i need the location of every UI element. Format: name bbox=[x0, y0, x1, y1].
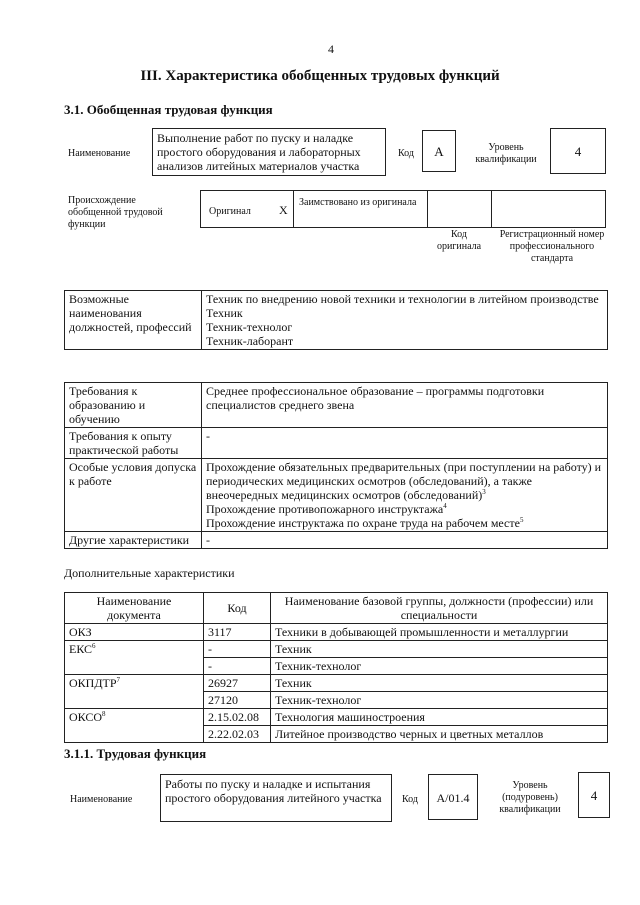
code-orig-caption: Код оригинала bbox=[436, 229, 482, 252]
positions-table bbox=[64, 290, 608, 350]
doc-cell: ОКСО$^8$ bbox=[65, 709, 204, 743]
code-cell: - bbox=[204, 641, 271, 658]
gtf-level-label: Уровень квалификации bbox=[475, 142, 537, 165]
req-value-conditions bbox=[202, 459, 608, 532]
col-header-name: Наименование базовой группы, должности (профессии) или специальности bbox=[271, 593, 608, 624]
doc-cell: ЕКС$^6$ bbox=[65, 641, 204, 675]
tf-code-value: А/01.4 bbox=[428, 774, 478, 820]
req-value-experience: - bbox=[202, 428, 608, 459]
positions-label: Возможные наименования должностей, профессий bbox=[65, 291, 202, 350]
position-item: Техник по внедрению новой техники и технологии в литейном производстве bbox=[206, 292, 599, 306]
positions-list bbox=[202, 291, 608, 350]
original-mark: X bbox=[279, 203, 288, 217]
code-cell: 26927 bbox=[204, 675, 271, 692]
origin-table bbox=[200, 190, 606, 228]
table-row bbox=[65, 624, 608, 641]
original-label: Оригинал bbox=[209, 206, 251, 217]
req-value-other: - bbox=[202, 532, 608, 549]
gtf-name-label: Наименование bbox=[68, 148, 131, 159]
code-cell: 2.15.02.08 bbox=[204, 709, 271, 726]
condition-line: Прохождение обязательных предварительных (при поступлении на работу) и периодических медицинских осмотров (обследований), а также внеочередных медицинских осмотров (обследований) bbox=[206, 460, 602, 502]
doc-cell: ОКПДТР$^7$ bbox=[65, 675, 204, 709]
name-cell: Техники в добывающей промышленности и металлургии bbox=[271, 624, 608, 641]
name-cell: Литейное производство черных и цветных металлов bbox=[271, 726, 608, 743]
code-cell: - bbox=[204, 658, 271, 675]
gtf-code-label: Код bbox=[398, 148, 414, 159]
position-item: Техник bbox=[206, 306, 243, 320]
col-header-code: Код bbox=[204, 593, 271, 624]
gtf-name-value: Выполнение работ по пуску и наладке простого оборудования и лабораторных анализов литейных материалов участка bbox=[152, 128, 386, 176]
borrowed-label: Заимствовано из оригинала bbox=[299, 197, 417, 208]
position-item: Техник-лаборант bbox=[206, 334, 294, 348]
gtf-heading: 3.1. Обобщенная трудовая функция bbox=[64, 102, 273, 117]
gtf-code-value: А bbox=[422, 130, 456, 172]
footnote-ref: 4 bbox=[443, 502, 447, 510]
position-item: Техник-технолог bbox=[206, 320, 293, 334]
name-cell: Техник-технолог bbox=[271, 692, 608, 709]
footnote-ref: 5 bbox=[519, 516, 524, 524]
page-number: 4 bbox=[328, 42, 334, 56]
gtf-origin-label: Происхождение обобщенной трудовой функции bbox=[68, 195, 163, 230]
additional-table bbox=[64, 592, 608, 743]
tf-name-label: Наименование bbox=[70, 794, 133, 805]
req-label-other: Другие характеристики bbox=[65, 532, 202, 549]
condition-line: Прохождение противопожарного инструктажа bbox=[206, 502, 444, 516]
name-cell: Технология машиностроения bbox=[271, 709, 608, 726]
tf-level-value: 4 bbox=[578, 772, 610, 818]
tf-name-value: Работы по пуску и наладке и испытания простого оборудования литейного участка bbox=[160, 774, 392, 822]
code-cell: 2.22.02.03 bbox=[204, 726, 271, 743]
table-row bbox=[65, 709, 608, 726]
gtf-level-value: 4 bbox=[550, 128, 606, 174]
requirements-table bbox=[64, 382, 608, 549]
name-cell: Техник bbox=[271, 641, 608, 658]
col-header-doc: Наименование документа bbox=[65, 593, 204, 624]
doc-cell: ОКЗ bbox=[65, 624, 204, 641]
tf-level-label: Уровень (подуровень) квалификации bbox=[499, 780, 561, 815]
condition-line: Прохождение инструктажа по охране труда на рабочем месте bbox=[206, 516, 520, 530]
req-label-education: Требования к образованию и обучению bbox=[65, 383, 202, 428]
req-label-conditions: Особые условия допуска к работе bbox=[65, 459, 202, 532]
additional-title: Дополнительные характеристики bbox=[64, 566, 235, 580]
section-title: III. Характеристика обобщенных трудовых функций bbox=[140, 68, 500, 84]
table-row bbox=[65, 641, 608, 658]
code-cell: 27120 bbox=[204, 692, 271, 709]
table-row bbox=[65, 675, 608, 692]
code-cell: 3117 bbox=[204, 624, 271, 641]
req-label-experience: Требования к опыту практической работы bbox=[65, 428, 202, 459]
name-cell: Техник-технолог bbox=[271, 658, 608, 675]
tf-heading: 3.1.1. Трудовая функция bbox=[64, 746, 207, 761]
req-value-education: Среднее профессиональное образование – программы подготовки специалистов среднего звена bbox=[202, 383, 608, 428]
footnote-ref: 3 bbox=[482, 488, 486, 496]
reg-num-caption: Регистрационный номер профессионального стандарта bbox=[499, 229, 605, 264]
tf-code-label: Код bbox=[402, 794, 418, 805]
name-cell: Техник bbox=[271, 675, 608, 692]
